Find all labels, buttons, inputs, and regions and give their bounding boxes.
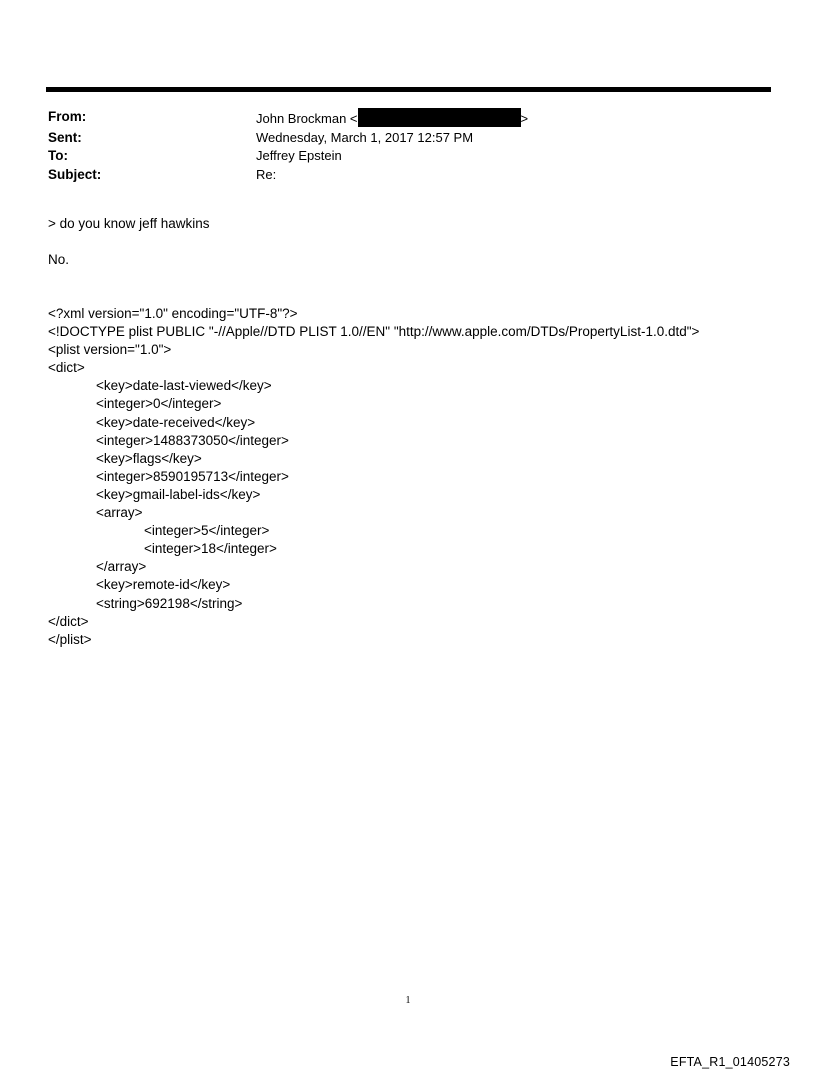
plist-line: <array> [96, 505, 143, 521]
header-divider-rule [46, 87, 771, 92]
sent-label: Sent: [48, 129, 82, 145]
plist-line: <string>692198</string> [96, 595, 243, 611]
plist-line: <dict> [48, 360, 85, 376]
plist-line: <key>flags</key> [96, 450, 202, 466]
plist-line: <plist version="1.0"> [48, 342, 172, 358]
plist-line: <integer>8590195713</integer> [96, 468, 289, 484]
from-name: John Brockman < [256, 111, 358, 126]
header-row-from [48, 108, 528, 129]
quoted-line: > do you know jeff hawkins [48, 216, 210, 231]
header-row-subject [48, 166, 528, 185]
plist-line: <key>gmail-label-ids</key> [96, 486, 261, 502]
plist-line: <?xml version="1.0" encoding="UTF-8"?> [48, 306, 298, 321]
header-row-sent [48, 129, 528, 148]
bates-number: EFTA_R1_01405273 [670, 1055, 790, 1069]
plist-line: <key>remote-id</key> [96, 577, 231, 593]
from-value [256, 108, 528, 129]
page-number: 1 [405, 995, 411, 1006]
to-label: To: [48, 148, 68, 163]
plist-block [48, 305, 699, 649]
plist-line: <integer>0</integer> [96, 396, 222, 412]
plist-line: </dict> [48, 613, 89, 629]
plist-line: </array> [96, 559, 147, 575]
from-label: From: [48, 109, 87, 124]
subject-label: Subject: [48, 166, 102, 182]
from-close-bracket: > [520, 111, 529, 126]
plist-line: <!DOCTYPE plist PUBLIC "-//Apple//DTD PLIST 1.0//EN" "http://www.apple.com/DTDs/PropertyList-1.0.dtd"> [48, 324, 700, 340]
to-value: Jeffrey Epstein [256, 148, 342, 163]
plist-line: <integer>1488373050</integer> [96, 432, 289, 448]
plist-line: </plist> [48, 631, 92, 647]
plist-line: <integer>5</integer> [144, 523, 270, 539]
header-row-to [48, 147, 528, 166]
plist-line: <key>date-last-viewed</key> [96, 378, 272, 394]
redaction-box [358, 108, 521, 127]
sent-value: Wednesday, March 1, 2017 12:57 PM [256, 129, 474, 145]
email-header [48, 108, 528, 184]
subject-value: Re: [256, 166, 277, 182]
plist-line: <key>date-received</key> [96, 414, 256, 430]
plist-line: <integer>18</integer> [144, 541, 277, 557]
reply-text: No. [48, 252, 70, 267]
